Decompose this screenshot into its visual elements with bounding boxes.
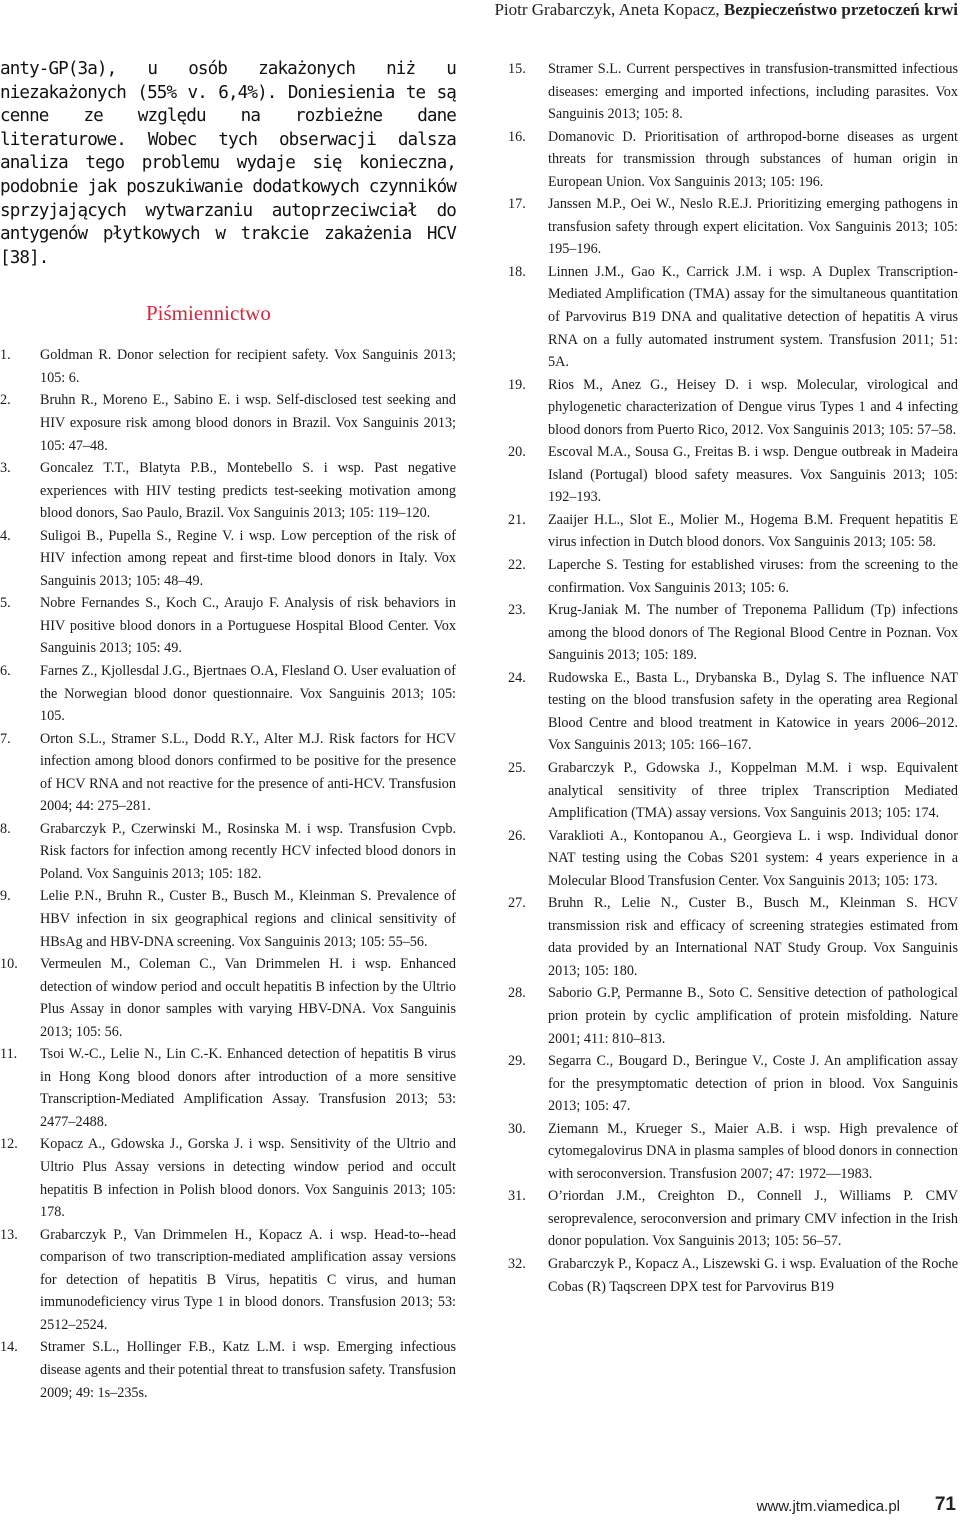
reference-text: Nobre Fernandes S., Koch C., Araujo F. Analysis of risk behaviors in HIV positive blood donors in a Portuguese Hospital Blood Center. Vox Sanguinis 2013; 105: 49. bbox=[40, 595, 456, 657]
reference-text: Lelie P.N., Bruhn R., Custer B., Busch M., Kleinman S. Prevalence of HBV infection in six geographical regions and clinical sensitivity of HBsAg and HBV-DNA screening. Vox Sanguinis 2013; 105: 55–56. bbox=[40, 888, 456, 950]
reference-number: 21. bbox=[508, 511, 526, 528]
reference-text: Vermeulen M., Coleman C., Van Drimmelen H. i wsp. Enhanced detection of window period and occult hepatitis B infection by the Ultrio Plus Assay in donor samples with varying HBV-DNA. Vox Sanguinis 2013; 105: 56. bbox=[40, 956, 456, 1040]
reference-text: Segarra C., Bougard D., Beringue V., Coste J. An amplification assay for the presymptomatic detection of prion in blood. Vox Sanguinis 2013; 105: 47. bbox=[548, 1053, 958, 1115]
reference-text: Orton S.L., Stramer S.L., Dodd R.Y., Alter M.J. Risk factors for HCV infection among blood donors confirmed to be positive for the presence of HCV RNA and not reactive for the presence of anti-HCV. Transfusion 2004; 44: 275–281. bbox=[40, 730, 456, 815]
reference-number: 11. bbox=[0, 1046, 18, 1063]
reference-text: Grabarczyk P., Van Drimmelen H., Kopacz A. i wsp. Head-to--head comparison of two transcription-mediated amplification assay versions for detection of hepatitis B Virus, hepatitis C virus, and human immunodeficiency virus Type 1 in blood donors. Transfusion 2013; 53: 2512–2524. bbox=[40, 1226, 456, 1333]
header-text bbox=[494, 0, 958, 20]
reference-number: 28. bbox=[508, 985, 526, 1002]
reference-text: Stramer S.L. Current perspectives in transfusion-transmitted infectious diseases: emerging and imported infections, including parasites. Vox Sanguinis 2013; 105: 8. bbox=[548, 61, 958, 123]
reference-number: 27. bbox=[508, 895, 526, 912]
reference-item bbox=[508, 667, 958, 757]
reference-text: Goldman R. Donor selection for recipient safety. Vox Sanguinis 2013; 105: 6. bbox=[40, 347, 456, 386]
header-authors: Piotr Grabarczyk, Aneta Kopacz, bbox=[494, 0, 720, 19]
reference-number: 30. bbox=[508, 1120, 526, 1137]
reference-item bbox=[0, 1336, 456, 1404]
reference-number: 25. bbox=[508, 759, 526, 776]
page-footer bbox=[0, 1494, 960, 1522]
reference-text: Linnen J.M., Gao K., Carrick J.M. i wsp. A Duplex Transcription-Mediated Amplification (TMA) assay for the simultaneous quantitation of Parvovirus B19 DNA and qualitative detection of hepatitis A virus RNA on a fully automated instrument system. Transfusion 2011; 51: 5A. bbox=[548, 263, 958, 371]
reference-item bbox=[508, 599, 958, 667]
reference-item bbox=[0, 728, 456, 818]
reference-text: Grabarczyk P., Kopacz A., Liszewski G. i wsp. Evaluation of the Roche Cobas (R) Taqscreen DPX test for Parvovirus B19 bbox=[548, 1255, 958, 1295]
section-title: Piśmiennictwo bbox=[146, 301, 271, 326]
reference-text: Saborio G.P, Permanne B., Soto C. Sensitive detection of pathological prion protein by cyclic amplification of protein misfolding. Nature 2001; 411: 810–813. bbox=[548, 985, 958, 1047]
reference-text: Bruhn R., Lelie N., Custer B., Busch M., Kleinman S. HCV transmission risk and efficacy of screening strategies estimated from data provided by an International NAT Study Group. Vox Sanguinis 2013; 105: 180. bbox=[548, 895, 958, 979]
reference-number: 26. bbox=[508, 827, 526, 844]
reference-item bbox=[508, 193, 958, 261]
reference-item bbox=[0, 818, 456, 886]
reference-number: 14. bbox=[0, 1339, 18, 1356]
reference-text: Bruhn R., Moreno E., Sabino E. i wsp. Self-disclosed test seeking and HIV exposure risk among blood donors in Brazil. Vox Sanguinis 2013; 105: 47–48. bbox=[40, 392, 456, 454]
reference-number: 29. bbox=[508, 1053, 526, 1070]
reference-item bbox=[0, 660, 456, 728]
reference-item bbox=[508, 554, 958, 599]
reference-item bbox=[0, 885, 456, 953]
intro-paragraph: anty-GP(3a), u osób zakażonych niż u niezakażonych (55% v. 6,4%). Doniesienia te są cenne ze względu na rozbieżne dane literaturowe. Wobec tych obserwacji dalsza analiza tego problemu wydaje się konieczna, podobnie jak poszukiwanie dodatkowych czynników sprzyjających wytwarzaniu autoprzeciwciał do antygenów płytkowych w trakcie zakażenia HCV [38]. bbox=[0, 59, 456, 268]
reference-item bbox=[508, 261, 958, 374]
running-header bbox=[0, 0, 960, 30]
reference-number: 8. bbox=[0, 820, 11, 837]
reference-item bbox=[0, 592, 456, 660]
reference-text: Krug-Janiak M. The number of Treponema Pallidum (Tp) infections among the blood donors of The Regional Blood Centre in Poznan. Vox Sanguinis 2013; 105: 189. bbox=[548, 602, 958, 664]
reference-item bbox=[0, 389, 456, 457]
reference-number: 16. bbox=[508, 128, 526, 145]
reference-item bbox=[508, 982, 958, 1050]
header-title: Bezpieczeństwo przetoczeń krwi bbox=[723, 0, 958, 19]
reference-number: 17. bbox=[508, 196, 526, 213]
reference-item bbox=[0, 344, 456, 389]
reference-text: Domanovic D. Prioritisation of arthropod-borne diseases as urgent threats for transmission through substances of human origin in European Union. Vox Sanguinis 2013; 105: 196. bbox=[548, 128, 958, 190]
reference-number: 10. bbox=[0, 956, 18, 973]
reference-list-right bbox=[508, 58, 958, 1298]
reference-item bbox=[508, 126, 958, 194]
reference-item bbox=[0, 953, 456, 1043]
reference-item bbox=[508, 1185, 958, 1253]
reference-item bbox=[0, 457, 456, 525]
reference-text: Stramer S.L., Hollinger F.B., Katz L.M. i wsp. Emerging infectious disease agents and their potential threat to transfusion safety. Transfusion 2009; 49: 1s–235s. bbox=[40, 1339, 456, 1401]
reference-item bbox=[508, 757, 958, 825]
reference-number: 15. bbox=[508, 61, 526, 77]
reference-text: Escoval M.A., Sousa G., Freitas B. i wsp. Dengue outbreak in Madeira Island (Portugal) blood safety measures. Vox Sanguinis 2013; 105: 192–193. bbox=[548, 444, 958, 506]
reference-item bbox=[0, 525, 456, 593]
reference-text: Ziemann M., Krueger S., Maier A.B. i wsp. High prevalence of cytomegalovirus DNA in plasma samples of blood donors in connection with seroconversion. Transfusion 2007; 47: 1972––1983. bbox=[548, 1120, 958, 1182]
right-column bbox=[508, 58, 958, 1298]
reference-number: 18. bbox=[508, 263, 526, 280]
reference-text: Goncalez T.T., Blatyta P.B., Montebello S. i wsp. Past negative experiences with HIV testing predicts test-seeking motivation among blood donors, Sao Paulo, Brazil. Vox Sanguinis 2013; 105: 119–120. bbox=[40, 460, 456, 522]
reference-text: Grabarczyk P., Gdowska J., Koppelman M.M. i wsp. Equivalent analytical sensitivity of three triplex Transcription Mediated Amplification (TMA) assay versions. Vox Sanguinis 2013; 105: 174. bbox=[548, 759, 958, 822]
reference-number: 4. bbox=[0, 527, 11, 544]
reference-number: 7. bbox=[0, 730, 11, 747]
reference-number: 13. bbox=[0, 1226, 18, 1243]
reference-item bbox=[508, 374, 958, 442]
reference-text: Zaaijer H.L., Slot E., Molier M., Hogema B.M. Frequent hepatitis E virus infection in Dutch blood donors. Vox Sanguinis 2013; 105: 58. bbox=[548, 511, 958, 551]
reference-number: 19. bbox=[508, 376, 526, 393]
reference-number: 6. bbox=[0, 663, 11, 679]
reference-text: Tsoi W.-C., Lelie N., Lin C.-K. Enhanced detection of hepatitis B virus in Hong Kong blood donors after introduction of a more sensitive Transcription-Mediated Amplification Assay. Transfusion 2013; 53: 2477–2488. bbox=[40, 1046, 456, 1130]
reference-text: Kopacz A., Gdowska J., Gorska J. i wsp. Sensitivity of the Ultrio and Ultrio Plus Assay versions in detecting window period and occult hepatitis B infection in Polish blood donors. Vox Sanguinis 2013; 105: 178. bbox=[40, 1136, 456, 1221]
reference-number: 22. bbox=[508, 557, 526, 574]
reference-item bbox=[0, 1043, 456, 1133]
reference-number: 24. bbox=[508, 669, 526, 686]
reference-item bbox=[0, 1224, 456, 1337]
reference-item bbox=[508, 1118, 958, 1186]
reference-text: Grabarczyk P., Czerwinski M., Rosinska M. i wsp. Transfusion Cvpb. Risk factors for infection among recently HCV infected blood donors in Poland. Vox Sanguinis 2013; 105: 182. bbox=[40, 820, 456, 882]
journal-url[interactable]: www.jtm.viamedica.pl bbox=[756, 1498, 900, 1515]
reference-text: Suligoi B., Pupella S., Regine V. i wsp. Low perception of the risk of HIV infection among repeat and first-time blood donors in Italy. Vox Sanguinis 2013; 105: 48–49. bbox=[40, 527, 456, 589]
reference-number: 12. bbox=[0, 1136, 18, 1153]
reference-item bbox=[508, 892, 958, 982]
reference-number: 1. bbox=[0, 347, 11, 364]
reference-number: 32. bbox=[508, 1255, 526, 1272]
reference-text: Farnes Z., Kjollesdal J.G., Bjertnaes O.A, Flesland O. User evaluation of the Norwegian blood donor questionnaire. Vox Sanguinis 2013; 105: 105. bbox=[40, 663, 456, 725]
page-number: 71 bbox=[934, 1494, 956, 1515]
reference-item bbox=[508, 58, 958, 126]
reference-number: 9. bbox=[0, 888, 11, 905]
reference-number: 23. bbox=[508, 602, 526, 619]
reference-item bbox=[508, 825, 958, 893]
reference-text: Rudowska E., Basta L., Drybanska B., Dylag S. The influence NAT testing on the blood transfusion safety in the operating area Regional Blood Centre and blood treatment in Katowice in years 2006–2012. Vox Sanguinis 2013; 105: 166–167. bbox=[548, 669, 958, 754]
reference-number: 5. bbox=[0, 595, 11, 612]
reference-number: 3. bbox=[0, 460, 11, 477]
reference-number: 31. bbox=[508, 1188, 526, 1205]
reference-number: 2. bbox=[0, 392, 11, 409]
reference-text: O’riordan J.M., Creighton D., Connell J., Williams P. CMV seroprevalence, seroconversion and primary CMV infection in the Irish donor population. Vox Sanguinis 2013; 105: 56–57. bbox=[548, 1188, 958, 1250]
reference-text: Varaklioti A., Kontopanou A., Georgieva L. i wsp. Individual donor NAT testing using the Cobas S201 system: 4 years experience in a Molecular Blood Transfusion Center. Vox Sanguinis 2013; 105: 173. bbox=[548, 827, 958, 889]
reference-text: Janssen M.P., Oei W., Neslo R.E.J. Prioritizing emerging pathogens in transfusion safety through expert elicitation. Vox Sanguinis 2013; 105: 195–196. bbox=[548, 196, 958, 258]
reference-item bbox=[508, 1253, 958, 1298]
reference-text: Rios M., Anez G., Heisey D. i wsp. Molecular, virological and phylogenetic characterization of Dengue virus Types 1 and 4 infecting blood donors from Puerto Rico, 2012. Vox Sanguinis 2013; 105: 57–58. bbox=[548, 376, 958, 438]
reference-item bbox=[0, 1133, 456, 1223]
reference-number: 20. bbox=[508, 444, 526, 461]
reference-item bbox=[508, 441, 958, 509]
left-column bbox=[0, 58, 456, 1404]
reference-text: Laperche S. Testing for established viruses: from the screening to the confirmation. Vox Sanguinis 2013; 105: 6. bbox=[548, 557, 958, 596]
reference-item bbox=[508, 1050, 958, 1118]
reference-item bbox=[508, 509, 958, 554]
reference-list-left bbox=[0, 344, 456, 1404]
